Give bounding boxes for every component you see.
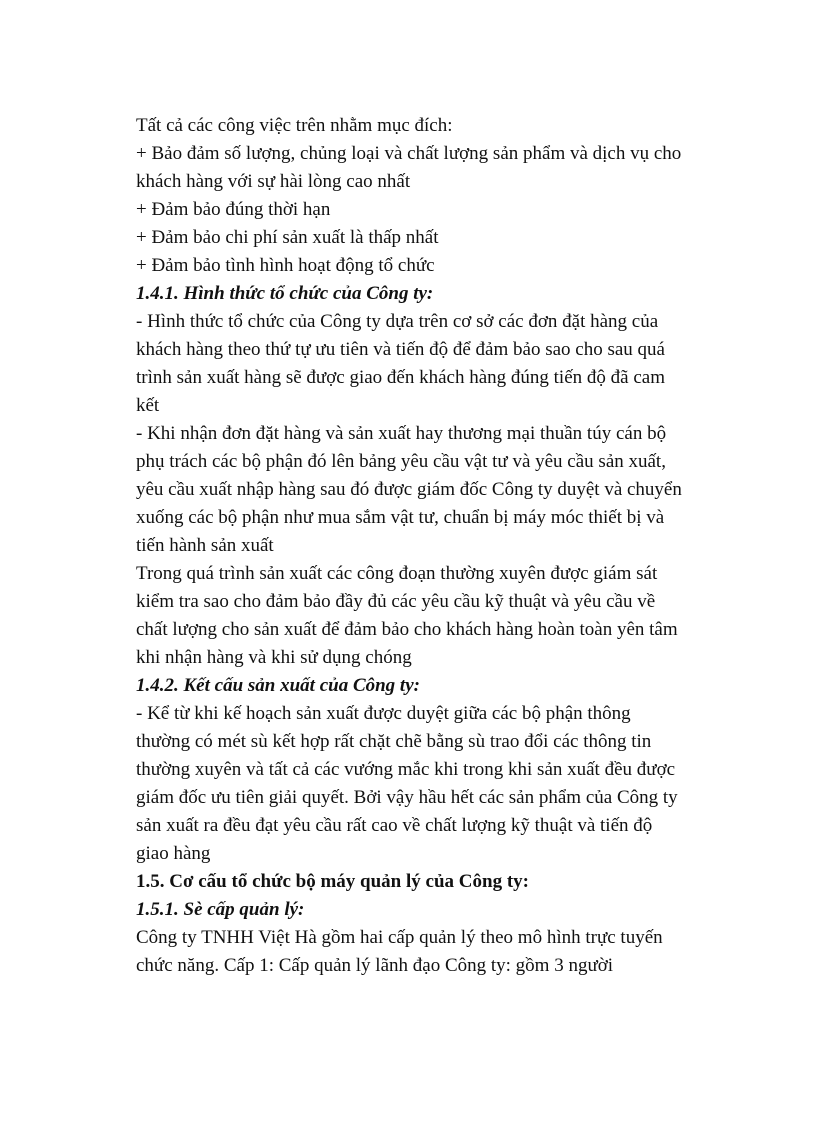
- text-line: khách hàng với sự hài lòng cao nhất: [136, 171, 411, 192]
- section-heading-1-4-1: 1.4.1. Hình thức tổ chức của Công ty:: [136, 283, 434, 304]
- text-line: Trong quá trình sản xuất các công đoạn thường xuyên được giám sát: [136, 563, 658, 584]
- text-line: + Bảo đảm số lượng, chủng loại và chất lượng sản phẩm và dịch vụ cho: [136, 143, 682, 164]
- text-line: + Đảm bảo chi phí sản xuất là thấp nhất: [136, 227, 439, 248]
- text-line: phụ trách các bộ phận đó lên bảng yêu cầu vật tư và yêu cầu sản xuất,: [136, 451, 666, 472]
- section-heading-1-4-2: 1.4.2. Kết cấu sản xuất của Công ty:: [136, 675, 420, 696]
- text-line: + Đảm bảo tình hình hoạt động tổ chức: [136, 255, 435, 276]
- section-heading-1-5-1: 1.5.1. Sè cấp quản lý:: [136, 899, 305, 920]
- section-heading-1-5: 1.5. Cơ cấu tổ chức bộ máy quản lý của Công ty:: [136, 871, 529, 892]
- text-line: kết: [136, 395, 160, 416]
- text-line: khi nhận hàng và khi sử dụng chóng: [136, 647, 412, 668]
- text-line: Công ty TNHH Việt Hà gồm hai cấp quản lý theo mô hình trực tuyến: [136, 927, 663, 948]
- text-line: + Đảm bảo đúng thời hạn: [136, 199, 331, 220]
- text-line: giao hàng: [136, 843, 211, 864]
- text-line: xuống các bộ phận như mua sắm vật tư, chuẩn bị máy móc thiết bị và: [136, 507, 665, 528]
- text-line: tiến hành sản xuất: [136, 535, 274, 556]
- text-line: trình sản xuất hàng sẽ được giao đến khách hàng đúng tiến độ đã cam: [136, 367, 665, 388]
- text-line: yêu cầu xuất nhập hàng sau đó được giám đốc Công ty duyệt và chuyển: [136, 479, 682, 500]
- text-line: thường xuyên và tất cả các vướng mắc khi trong khi sản xuất đều được: [136, 759, 676, 780]
- text-line: thường có mét sù kết hợp rất chặt chẽ bằng sù trao đổi các thông tin: [136, 731, 652, 752]
- text-line: sản xuất ra đều đạt yêu cầu rất cao về chất lượng kỹ thuật và tiến độ: [136, 815, 653, 836]
- text-line: - Khi nhận đơn đặt hàng và sản xuất hay thương mại thuần túy cán bộ: [136, 423, 667, 444]
- text-line: - Kể từ khi kế hoạch sản xuất được duyệt giữa các bộ phận thông: [136, 703, 631, 724]
- text-line: giám đốc ưu tiên giải quyết. Bởi vậy hầu hết các sản phẩm của Công ty: [136, 787, 678, 808]
- document-page: [136, 112, 736, 980]
- text-line: kiểm tra sao cho đảm bảo đầy đủ các yêu cầu kỹ thuật và yêu cầu về: [136, 591, 656, 612]
- text-line: chức năng. Cấp 1: Cấp quản lý lãnh đạo Công ty: gồm 3 người: [136, 955, 614, 976]
- text-line: Tất cả các công việc trên nhằm mục đích:: [136, 115, 453, 136]
- text-line: - Hình thức tổ chức của Công ty dựa trên cơ sở các đơn đặt hàng của: [136, 311, 659, 332]
- text-line: khách hàng theo thứ tự ưu tiên và tiến độ để đảm bảo sao cho sau quá: [136, 339, 665, 360]
- text-line: chất lượng cho sản xuất để đảm bảo cho khách hàng hoàn toàn yên tâm: [136, 619, 678, 640]
